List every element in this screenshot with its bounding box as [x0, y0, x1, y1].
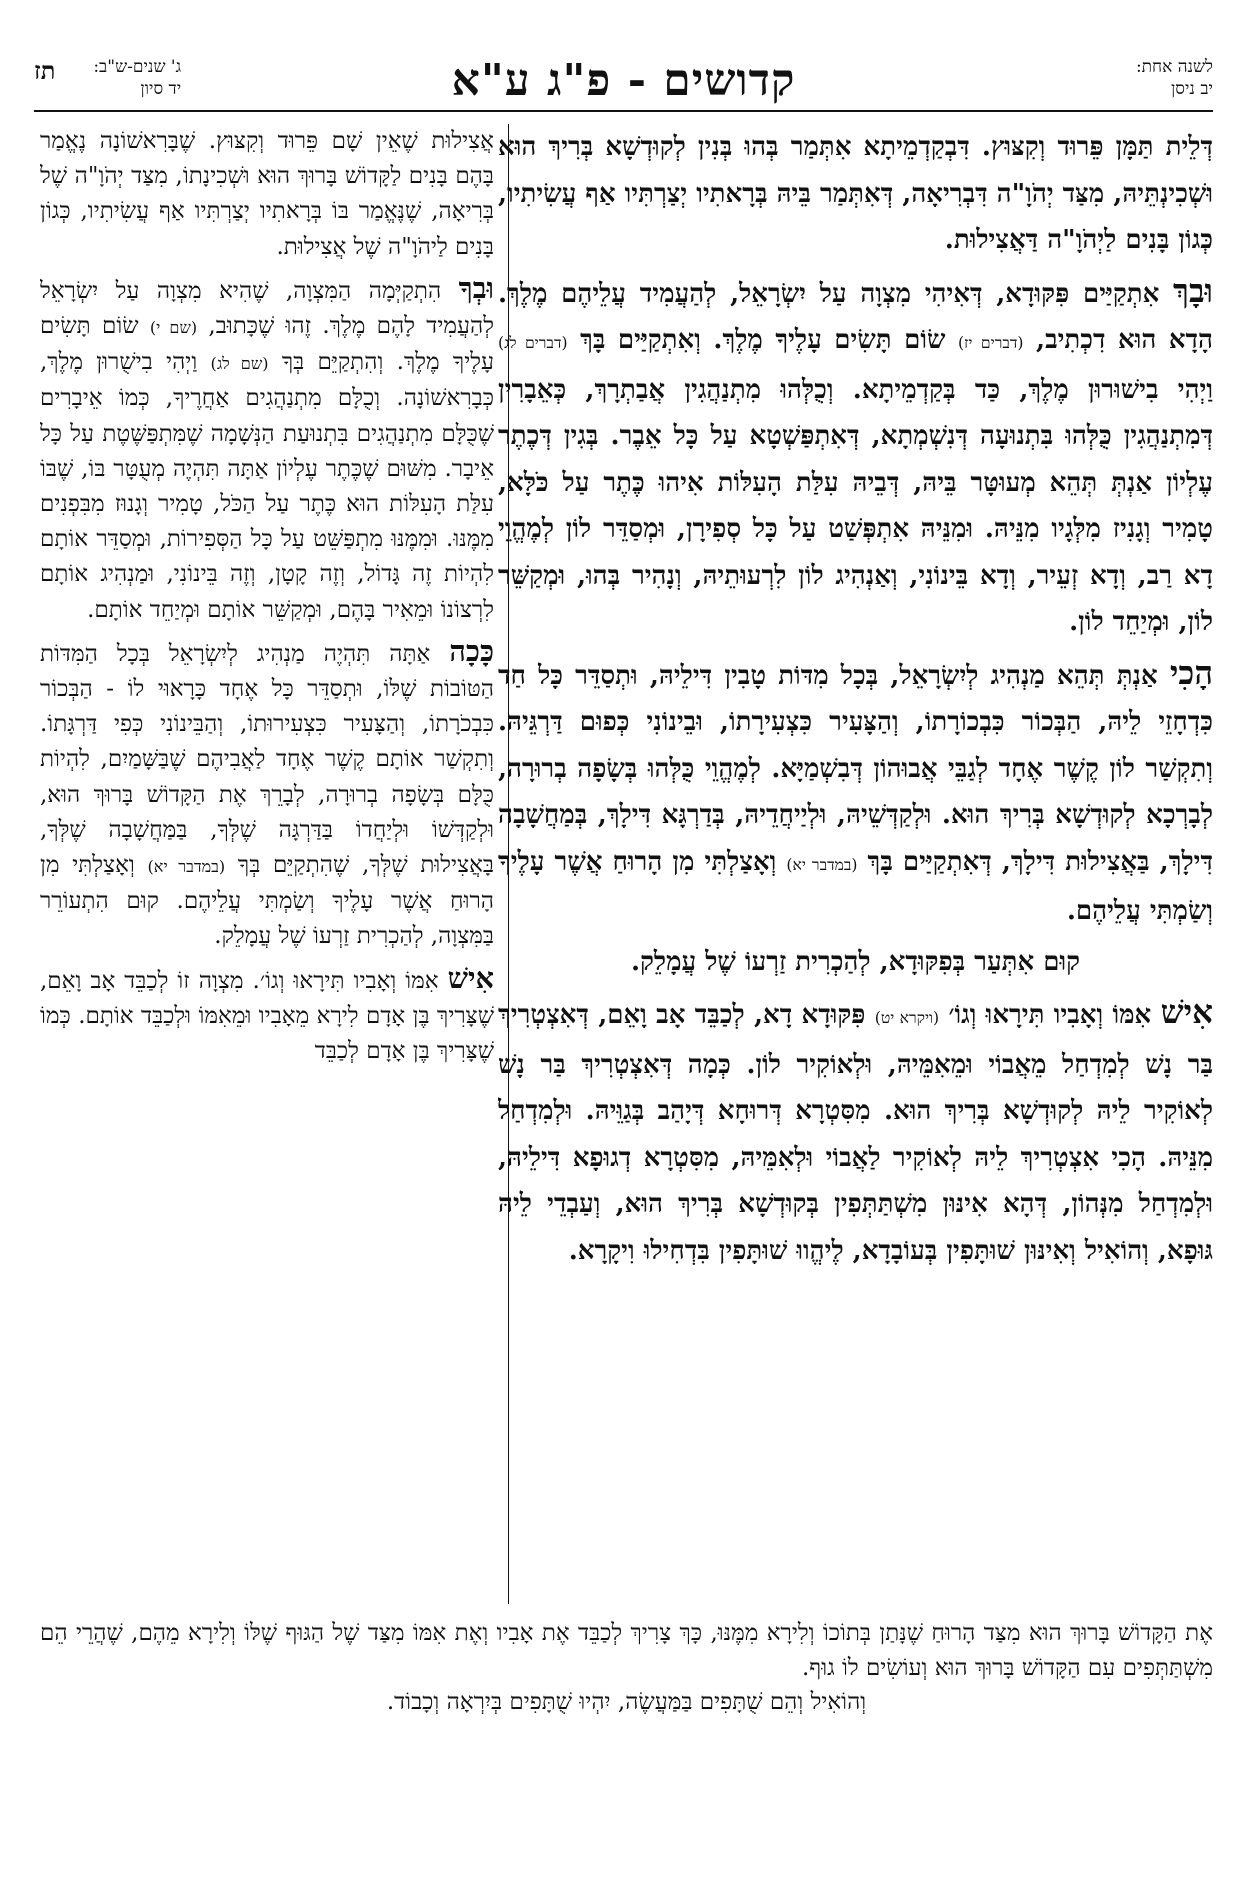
page-title: קדושים - פ"ג ע"א: [451, 55, 796, 106]
column-divider: [508, 124, 509, 1604]
page-header: [34, 54, 1213, 112]
main-paragraph-4-text-a: אִמּוֹ וְאָבִיו תִּירָאוּ וְגוֹ׳: [948, 1000, 1152, 1030]
main-paragraph-3-text-b: וְאָצַלְתִּי מִן הָרוּחַ אֲשֶׁר עָלֶיךָ וְשַׂמְתִּי עֲלֵיהֶם.: [498, 846, 1213, 926]
main-paragraph-4-lead-word: אִישׁ: [1160, 992, 1213, 1031]
main-paragraph-3-closing-line: קוּם אִתְּעַר בְּפִקּוּדָא, לְהַכְרִית זַרְעוֹ שֶׁל עֲמָלֵק.: [630, 946, 1081, 977]
header-date-three-year: יד סיון: [140, 79, 182, 99]
header-date-one-year: יב ניסן: [1170, 79, 1213, 99]
footer-continuation: [40, 1616, 1213, 1720]
main-source-reference: (ויקרא יט): [874, 1009, 940, 1027]
main-paragraph-3-lead-word: הָכִי: [1169, 652, 1213, 692]
main-source-reference: (דברים יז): [957, 334, 1024, 352]
side-paragraph-3: [40, 634, 494, 955]
side-source-reference: (שם י): [149, 318, 198, 338]
side-paragraph-3-lead-word: כָּכָה: [449, 633, 494, 668]
main-paragraph-2-text-c: וַיְהִי בִישׁוּרוּן מֶלֶךְ, כַּד בְּקַדְמֵיתָא. וְכֻלְּהוּ מִתְנַהֲגִין אֲבַתְרָךְ, כְּאֵבָרִין דְּמִתְנַהֲגִין כֻּלְּהוּ בִּתְנוּעָה דְּנִשְׁמְתָא, דְּאִתְפַּשְׁטָא עַל כָּל אֵבֶר. בְּגִין דְּכֶתֶר עֶלְיוֹן אַנְתְּ תְּהֵא מְעוּטָּר בֵּיהּ, דְּבֵיהּ עִלַּת הָעִלּוֹת אִיהוּ כֶּתֶר עַל כֹּלָּא, טָמִיר וְגָנִיז מִלְּגָיו מִנֵּיהּ. וּמִנֵּיהּ אִתְפְּשַׁט עַל כָּל סְפִירָן, וּמְסַדֵּר לוֹן לְמֶהֱוֵי דָא רַב, וְדָא זְעֵיר, וְדָא בֵּינוֹנִי, וְאַנְהִיג לוֹן לִרְעוּתֵיהּ, וְנָהִיר בְּהוּ, וּמְקַשֵּׁר לוֹן, וּמְיַחֵד לוֹן.: [498, 374, 1213, 637]
header-schedule-one-year: לשנה אחת:: [1135, 57, 1213, 77]
side-source-reference: (במדבר יא): [147, 857, 226, 877]
main-paragraph-2-text-b: שׂוֹם תָּשִׂים עָלֶיךָ מֶלֶךְ. וְאִתְקַיַּים בָּךְ: [580, 325, 946, 355]
main-paragraph-3-text-a: אַנְתְּ תְּהֵא מַנְהִיג לְיִשְׂרָאֵל, בְּכָל מִדּוֹת טָבִין דִּילֵיהּ, וּתְסַדֵּר כָּל חַד כִּדְחָזֵי לֵיהּ, הַבְּכוֹר כִּבְכוֹרָתוֹ, וְהַצָּעִיר כִּצְעִירָתוֹ, וּבֵינוֹנִי כְּפוּם דַּרְגֵּיהּ. וְתִקְשַׁר לוֹן קֶשֶׁר אֶחָד לְגַבֵּי אֲבוּהוֹן דְּבִשְׁמַיָּא. לְמֶהֱוֵי כֻּלְּהוּ בְּשָׂפָה בְרוּרָה, לְבָרְכָא לְקוּדְשָׁא בְּרִיךְ הוּא. וּלְקַדְּשֵׁיהּ, וּלְיַיחֲדֵיהּ, בְּדַרְגָּא דִּילָךְ, בְּמַחֲשָׁבָה דִּילָךְ, בַּאֲצִילוּת דִּילָךְ, דְּאִתְקַיַּים בָּךְ: [498, 660, 1213, 877]
main-column-aramaic: [498, 124, 1213, 1596]
side-paragraph-2-text-c: וַיְהִי בִישֻׁרוּן מֶלֶךְ, כְּבָרִאשׁוֹנָה. וְכֻלָּם מִתְנַהֲגִים אַחֲרֶיךָ, כְּמוֹ אֵיבָרִים שֶׁכֻּלָּם מִתְנַהֲגִים בִּתְנוּעַת הַנְּשָׁמָה שֶׁמִּתְפַּשֶּׁטֶת עַל כָּל אֵיבָר. מִשּׁוּם שֶׁכֶּתֶר עֶלְיוֹן אַתָּה תִּהְיֶה מְעֻטָּר בּוֹ, שֶׁבּוֹ עִלַּת הָעִלּוֹת הוּא כֶּתֶר עַל הַכֹּל, טָמִיר וְגָנוּז מִבִּפְנִים מִמֶּנּוּ. וּמִמֶּנּוּ מִתְפַּשֵּׁט עַל כָּל הַסְּפִירוֹת, וּמְסַדֵּר אוֹתָם לִהְיוֹת זֶה גָּדוֹל, וְזֶה קָטָן, וְזֶה בֵּינוֹנִי, וּמַנְהִיג אוֹתָם לִרְצוֹנוֹ וּמֵאִיר בָּהֶם, וּמְקַשֵּׁר אוֹתָם וּמְיַחֵד אוֹתָם.: [40, 349, 494, 623]
main-paragraph-1: דְּלֵית תַּמָּן פֵּרוּד וְקִצּוּץ. דִּבְקַדְמֵיתָא אִתְּמַר בְּהוּ בְּנִין לְקוּדְשָׁא בְּרִיךְ הוּא וּשְׁכִינְתֵּיהּ, מִצַּד יְהֹוָ"ה דִּבְרִיאָה, דְּאִתְּמַר בֵּיהּ בְּרָאתִיו יְצַרְתִּיו אַף עֲשִׂיתִיו, כְּגוֹן בָּנִים לַיְהֹוָ"ה דַּאֲצִילוּת.: [498, 132, 1213, 255]
side-paragraph-4: [40, 961, 494, 1070]
main-paragraph-2: [498, 268, 1213, 646]
header-schedule-three-year-label: ג' שנים-ש"ב:: [93, 57, 182, 77]
header-left: [34, 56, 181, 100]
side-column-hebrew-translation: [40, 124, 494, 1604]
header-schedule-three-year: [93, 56, 181, 100]
side-paragraph-2: [40, 271, 494, 628]
footer-last-line: וְהוֹאִיל וְהֵם שֻׁתָּפִים בַּמַּעֲשֶׂה, יִהְיוּ שֻׁתָּפִים בְּיִרְאָה וְכָבוֹד.: [386, 1689, 867, 1715]
main-paragraph-2-text-a: אִתְקַיַּים פִּקּוּדָא, דְּאִיהִי מִצְוָה עַל יִשְׂרָאֵל, לְהַעֲמִיד עֲלֵיהֶם מֶלֶךְ. הָדָא הוּא דִכְתִיב,: [498, 278, 1213, 355]
main-source-reference: (במדבר יא): [786, 855, 858, 874]
page-number: תז: [34, 56, 56, 85]
main-paragraph-4-text-b: פִּקּוּדָא דָא, לְכַבֵּד אָב וָאֵם, דְּאִצְטְרִיךְ בַּר נָשׁ לְמִדְחַל מֵאֲבוֹי וּמֵאִמֵּיהּ, וּלְאוֹקִיר לוֹן. כְּמָה דְּאִצְטְרִיךְ בַּר נָשׁ לְאוֹקִיר לֵיהּ לְקוּדְשָׁא בְּרִיךְ הוּא. מִסִּטְרָא דְּרוּחָא דְּיָהַב בְּגַוֵּיהּ. וּלְמִדְחַל מִנֵּיהּ. הָכִי אִצְטְרִיךְ לֵיהּ לְאוֹקִיר לַאֲבוֹי וּלְאִמֵּיהּ, מִסִּטְרָא דְגוּפָא דִּילֵיהּ, וּלְמִדְחַל מִנְּהוֹן, דְּהָא אִינּוּן מִשְׁתַּתְּפִין בְּקוּדְשָׁא בְּרִיךְ הוּא, וְעַבְדֵי לֵיהּ גּוּפָא, וְהוֹאִיל וְאִינּוּן שׁוּתָּפִין בְּעוֹבָדָא, לֶיהֱווּ שׁוּתָּפִין בִּדְחִילוּ וִיקָרָא.: [498, 1000, 1213, 1266]
side-paragraph-2-lead-word: וּבְךָ: [458, 270, 494, 305]
main-paragraph-3: [498, 650, 1213, 935]
footer-text: אֶת הַקָּדוֹשׁ בָּרוּךְ הוּא מִצַּד הָרוּחַ שֶׁנָּתַן בְּתוֹכוֹ וְלִירָא מִמֶּנּוּ, כָּךְ צָרִיךְ לְכַבֵּד אֶת אָבִיו וְאֶת אִמּוֹ מִצַּד שֶׁל הַגּוּף שֶׁלּוֹ וְלִירָא מֵהֶם, שֶׁהֲרֵי הֵם מִשְׁתַּתְּפִים עִם הַקָּדוֹשׁ בָּרוּךְ הוּא וְעוֹשִׂים לוֹ גוּף.: [40, 1620, 1213, 1681]
side-paragraph-3-text-a: אַתָּה תִּהְיֶה מַנְהִיג לְיִשְׂרָאֵל בְּכָל הַמִּדּוֹת הַטּוֹבוֹת שֶׁלּוֹ, וּתְסַדֵּר כָּל אֶחָד כָּרָאוּי לוֹ - הַבְּכוֹר כִּבְכֹרָתוֹ, וְהַצָּעִיר כִּצְעִירוּתוֹ, וְהַבֵּינוֹנִי כְּפִי דַּרְגָּתוֹ. וְתִקְשַׁר אוֹתָם קֶשֶׁר אֶחָד לַאֲבִיהֶם שֶׁבַּשָּׁמַיִם, לִהְיוֹת כֻּלָּם בְּשָׂפָה בְרוּרָה, לְבָרֵךְ אֶת הַקָּדוֹשׁ בָּרוּךְ הוּא, וּלְקַדְּשׁוֹ וּלְיַחֲדוֹ בַּדַּרְגָּה שֶׁלְּךָ, בַּמַּחֲשָׁבָה שֶׁלְּךָ, בָּאֲצִילוּת שֶׁלְּךָ, שֶׁהִתְקַיֵּם בְּךָ: [40, 640, 494, 879]
side-paragraph-4-text-a: אִמּוֹ וְאָבִיו תִּירָאוּ וְגוֹ׳. מִצְוָה זוֹ לְכַבֵּד אָב וָאֵם, שֶׁצָּרִיךְ בֶּן אָדָם לִירָא מֵאָבִיו וּמֵאִמּוֹ וּלְכַבֵּד אוֹתָם. כְּמוֹ שֶׁצָּרִיךְ בֶּן אָדָם לְכַבֵּד: [40, 967, 494, 1065]
side-paragraph-4-lead-word: אִישׁ: [447, 960, 494, 995]
main-paragraph-2-lead-word: וּבָךְ: [1173, 270, 1213, 310]
side-paragraph-2-text-a: הִתְקַיְּמָה הַמִּצְוָה, שֶׁהִיא מִצְוָה עַל יִשְׂרָאֵל לְהַעֲמִיד לָהֶם מֶלֶךְ. זֶהוּ שֶׁכָּתוּב,: [40, 277, 494, 340]
side-source-reference: (שם לג): [210, 354, 269, 374]
side-paragraph-1: אֲצִילוּת שֶׁאֵין שָׁם פֵּרוּד וְקִצּוּץ. שֶׁבָּרִאשׁוֹנָה נֶאֱמַר בָּהֶם בָּנִים לַקָּדוֹשׁ בָּרוּךְ הוּא וּשְׁכִינָתוֹ, מִצַּד יְהֹוָ"ה שֶׁל בְּרִיאָה, שֶׁנֶּאֱמַר בּוֹ בְּרָאתִיו יְצַרְתִּיו אַף עֲשִׂיתִיו, כְּגוֹן בָּנִים לַיהֹוָ"ה שֶׁל אֲצִילוּת.: [40, 128, 494, 260]
main-paragraph-4: [498, 989, 1213, 1274]
side-paragraph-3-text-b: וְאָצַלְתִּי מִן הָרוּחַ אֲשֶׁר עָלֶיךָ וְשַׂמְתִּי עֲלֵיהֶם. קוּם הִתְעוֹרֵר בַּמִּצְוָה, לְהַכְרִית זַרְעוֹ שֶׁל עֲמָלֵק.: [40, 852, 494, 950]
side-paragraph-2-text-b: שׂוֹם תָּשִׂים עָלֶיךָ מֶלֶךְ. וְהִתְקַיֵּם בְּךָ: [40, 313, 494, 376]
main-source-reference: (דברים לג): [498, 334, 568, 352]
